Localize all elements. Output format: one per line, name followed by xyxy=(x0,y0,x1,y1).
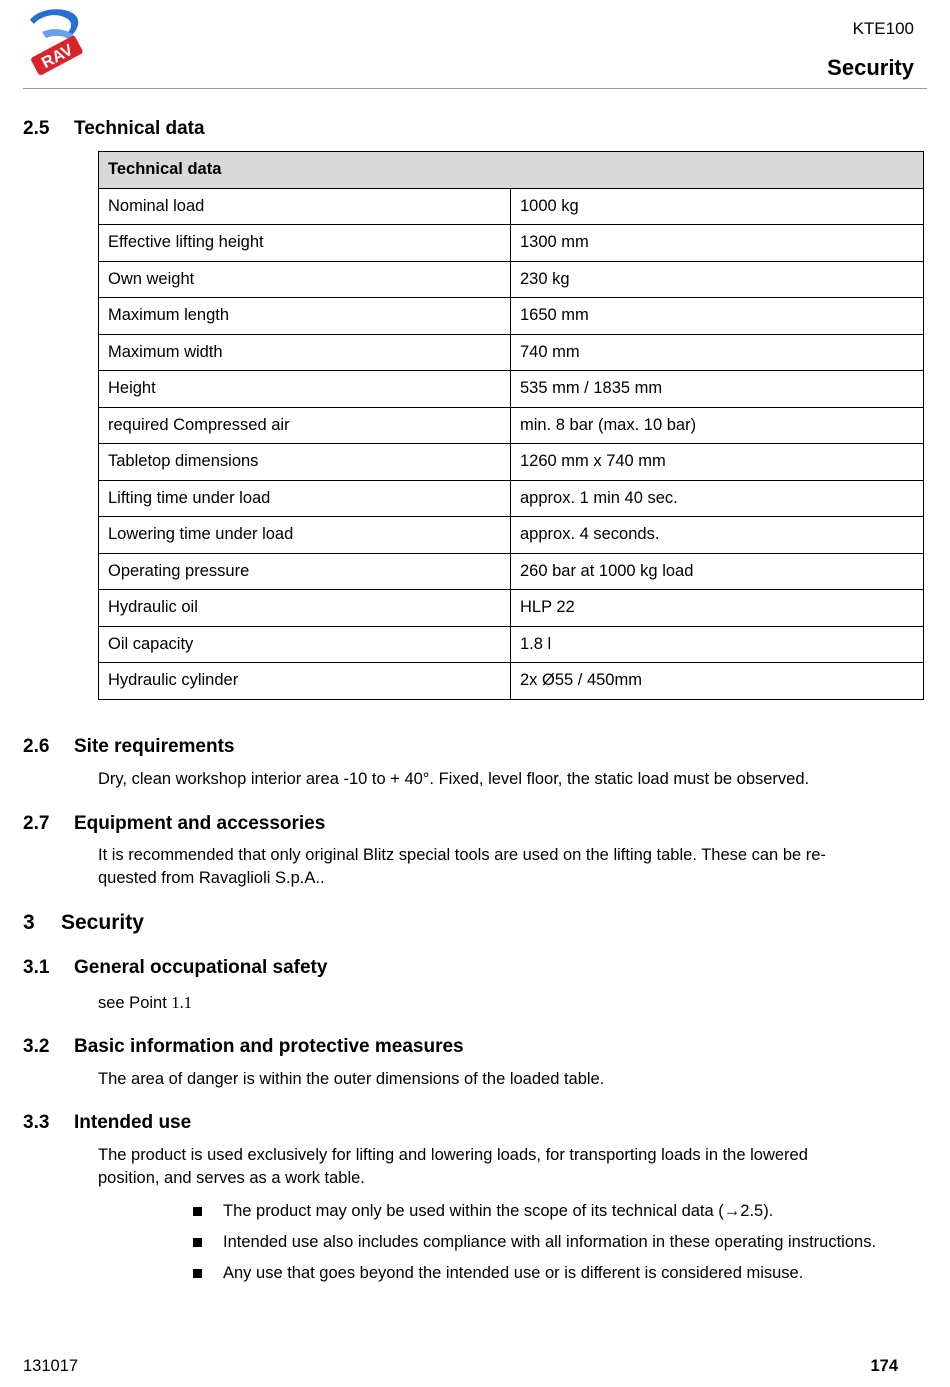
square-bullet-icon xyxy=(193,1269,202,1278)
footer-doc-number: 131017 xyxy=(23,1357,79,1375)
row-label: required Compressed air xyxy=(99,407,511,444)
row-value: 260 bar at 1000 kg load xyxy=(511,553,924,590)
table-row xyxy=(99,663,924,700)
heading-number: 3.3 xyxy=(23,1112,50,1133)
heading-text: General occupational safety xyxy=(74,957,328,978)
heading-number: 3 xyxy=(23,911,35,934)
table-row xyxy=(99,553,924,590)
row-value: 1300 mm xyxy=(511,225,924,262)
table-row xyxy=(99,188,924,225)
heading-2-6 xyxy=(23,736,235,758)
list-item xyxy=(193,1231,876,1262)
table-row xyxy=(99,444,924,481)
square-bullet-icon xyxy=(193,1238,202,1247)
table-row xyxy=(99,590,924,627)
row-value: 1650 mm xyxy=(511,298,924,335)
occupational-safety-text xyxy=(98,991,888,1015)
intended-use-list xyxy=(193,1200,876,1293)
heading-3-3 xyxy=(23,1112,191,1134)
protective-measures-text: The area of danger is within the outer dimensions of the loaded table. xyxy=(98,1070,605,1088)
heading-text: Site requirements xyxy=(74,736,235,757)
heading-text: Equipment and accessories xyxy=(74,813,326,834)
row-label: Own weight xyxy=(99,261,511,298)
footer-page-number: 174 xyxy=(870,1357,898,1375)
intended-use-text-line: position, and serves as a work table. xyxy=(98,1169,365,1187)
heading-3 xyxy=(23,911,144,935)
square-bullet-icon xyxy=(193,1207,202,1216)
row-value: 740 mm xyxy=(511,334,924,371)
row-value: HLP 22 xyxy=(511,590,924,627)
row-label: Effective lifting height xyxy=(99,225,511,262)
header-title: Security xyxy=(827,55,914,80)
table-row xyxy=(99,334,924,371)
table-row xyxy=(99,225,924,262)
heading-text: Basic information and protective measures xyxy=(74,1036,464,1057)
row-label: Hydraulic cylinder xyxy=(99,663,511,700)
technical-data-table xyxy=(98,151,924,700)
table-row xyxy=(99,517,924,554)
row-label: Nominal load xyxy=(99,188,511,225)
header-divider xyxy=(23,88,927,89)
row-label: Height xyxy=(99,371,511,408)
site-requirements-text: Dry, clean workshop interior area -10 to + 40°. Fixed, level floor, the static load must be observed. xyxy=(98,770,810,788)
rav-logo xyxy=(24,6,86,76)
equipment-text-line: quested from Ravaglioli S.p.A.. xyxy=(98,869,325,887)
table-row xyxy=(99,261,924,298)
header-doc-code: KTE100 xyxy=(852,19,914,38)
row-value: 1.8 l xyxy=(511,626,924,663)
row-value: min. 8 bar (max. 10 bar) xyxy=(511,407,924,444)
point-reference-link[interactable]: 1.1 xyxy=(171,993,193,1012)
row-value: 535 mm / 1835 mm xyxy=(511,371,924,408)
row-label: Lowering time under load xyxy=(99,517,511,554)
list-item xyxy=(193,1262,876,1293)
row-label: Hydraulic oil xyxy=(99,590,511,627)
heading-number: 3.2 xyxy=(23,1036,50,1057)
row-label: Lifting time under load xyxy=(99,480,511,517)
row-label: Tabletop dimensions xyxy=(99,444,511,481)
heading-number: 2.5 xyxy=(23,118,50,139)
heading-text: Intended use xyxy=(74,1112,192,1133)
row-label: Maximum width xyxy=(99,334,511,371)
table-caption: Technical data xyxy=(99,152,924,189)
intended-use-text-line: The product is used exclusively for lifting and lowering loads, for transporting loads in the lowered xyxy=(98,1146,808,1164)
row-label: Operating pressure xyxy=(99,553,511,590)
table-row xyxy=(99,298,924,335)
list-item-text: The product may only be used within the scope of its technical data (→2.5). xyxy=(223,1202,774,1220)
row-value: approx. 4 seconds. xyxy=(511,517,924,554)
row-value: 1000 kg xyxy=(511,188,924,225)
heading-number: 2.6 xyxy=(23,736,50,757)
rav-logo-graphic xyxy=(24,6,86,76)
intended-use-text xyxy=(98,1144,888,1190)
see-point-text: see Point xyxy=(98,994,172,1012)
list-item xyxy=(193,1200,876,1231)
heading-2-5 xyxy=(23,118,205,140)
heading-number: 3.1 xyxy=(23,957,50,978)
table-row xyxy=(99,371,924,408)
table-row xyxy=(99,480,924,517)
row-value: 2x Ø55 / 450mm xyxy=(511,663,924,700)
heading-3-2 xyxy=(23,1036,464,1058)
equipment-text-line: It is recommended that only original Blitz special tools are used on the lifting table. These can be re- xyxy=(98,846,826,864)
svg-text:RAV: RAV xyxy=(39,41,76,73)
heading-3-1 xyxy=(23,957,327,979)
row-value: 230 kg xyxy=(511,261,924,298)
row-value: approx. 1 min 40 sec. xyxy=(511,480,924,517)
list-item-text: Any use that goes beyond the intended use or is different is considered misuse. xyxy=(223,1264,804,1282)
heading-number: 2.7 xyxy=(23,813,50,834)
row-label: Oil capacity xyxy=(99,626,511,663)
equipment-text xyxy=(98,844,888,890)
heading-text: Technical data xyxy=(74,118,205,139)
row-label: Maximum length xyxy=(99,298,511,335)
heading-2-7 xyxy=(23,813,325,835)
heading-text: Security xyxy=(61,911,144,934)
table-row xyxy=(99,626,924,663)
row-value: 1260 mm x 740 mm xyxy=(511,444,924,481)
table-row xyxy=(99,407,924,444)
list-item-text: Intended use also includes compliance with all information in these operating instructions. xyxy=(223,1233,877,1251)
